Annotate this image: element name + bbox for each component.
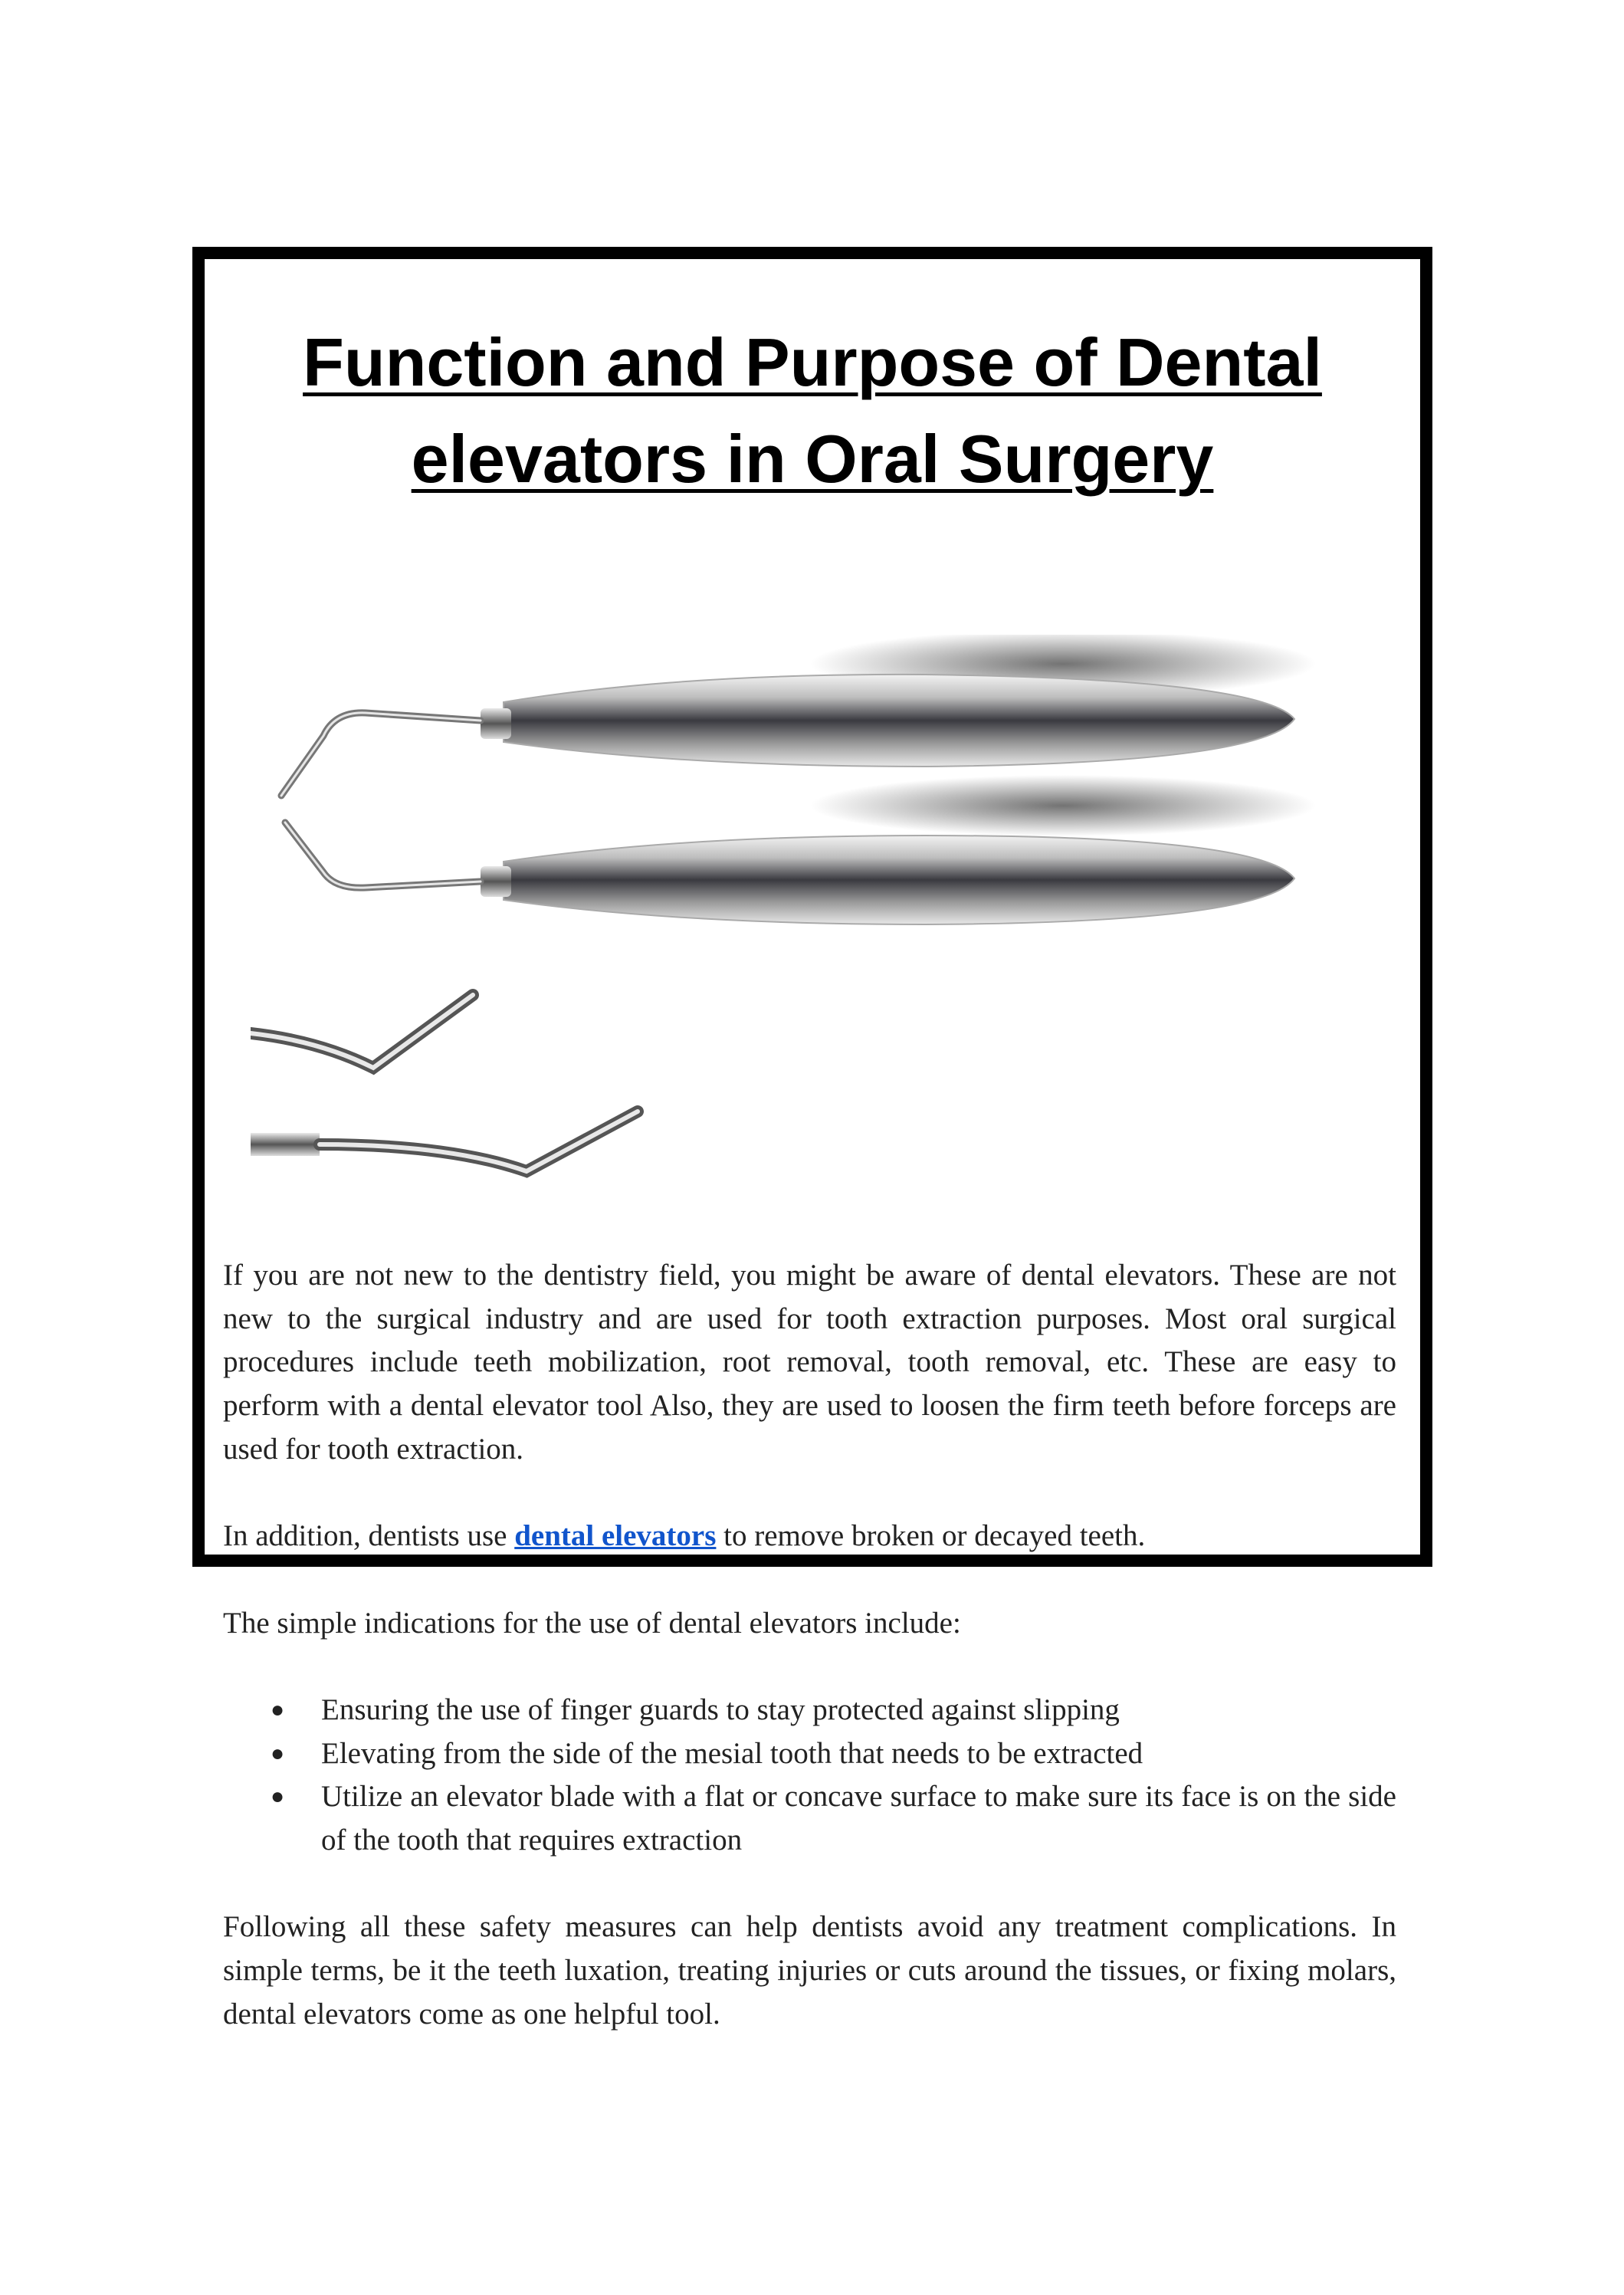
bullet-icon: ● [271, 1696, 285, 1722]
bullet-icon: ● [271, 1784, 285, 1810]
bullet-icon: ● [271, 1740, 285, 1766]
paragraph-addition [223, 1515, 1396, 1558]
paragraph-conclusion: Following all these safety measures can help dentists avoid any treatment complications. In simple terms, be it the teeth luxation, treating injuries or cuts around the tissues, or fixing molars, dental elevators come as one helpful tool. [223, 1910, 1396, 2031]
article-body [223, 1254, 1396, 2037]
elevator-tip-closeup-1 [251, 995, 473, 1068]
list-item-text: Ensuring the use of finger guards to stay protected against slipping [321, 1693, 1120, 1726]
paragraph-intro: If you are not new to the dentistry field, you might be aware of dental elevators. These are not new to the surgical industry and are used for tooth extraction purposes. Most oral surgical procedures include teeth mobilization, root removal, tooth removal, etc. These are easy to perform with a dental elevator tool Also, they are used to loosen the firm teeth before forceps are used for tooth extraction. [223, 1259, 1396, 1466]
list-item [223, 1732, 1396, 1776]
list-item-text: Elevating from the side of the mesial tooth that needs to be extracted [321, 1736, 1143, 1770]
title-line-1: Function and Purpose of Dental [303, 324, 1322, 400]
dental-elevators-link[interactable]: dental elevators [514, 1519, 717, 1553]
page-title [205, 314, 1420, 507]
list-item-text: Utilize an elevator blade with a flat or concave surface to make sure its face is on the side of the tooth that requires extraction [321, 1780, 1396, 1857]
dental-elevators-image [251, 635, 1354, 1248]
indications-list [223, 1689, 1396, 1863]
elevator-instrument-2 [285, 822, 1294, 924]
list-item [223, 1689, 1396, 1732]
elevator-shadow-2 [810, 775, 1316, 836]
title-line-2: elevators in Oral Surgery [411, 421, 1214, 497]
paragraph-indications: The simple indications for the use of dental elevators include: [223, 1606, 961, 1640]
paragraph-addition-after: to remove broken or decayed teeth. [716, 1519, 1146, 1553]
elevator-tip-closeup-2 [251, 1111, 638, 1171]
list-item [223, 1775, 1396, 1862]
paragraph-addition-before: In addition, dentists use [223, 1519, 515, 1553]
